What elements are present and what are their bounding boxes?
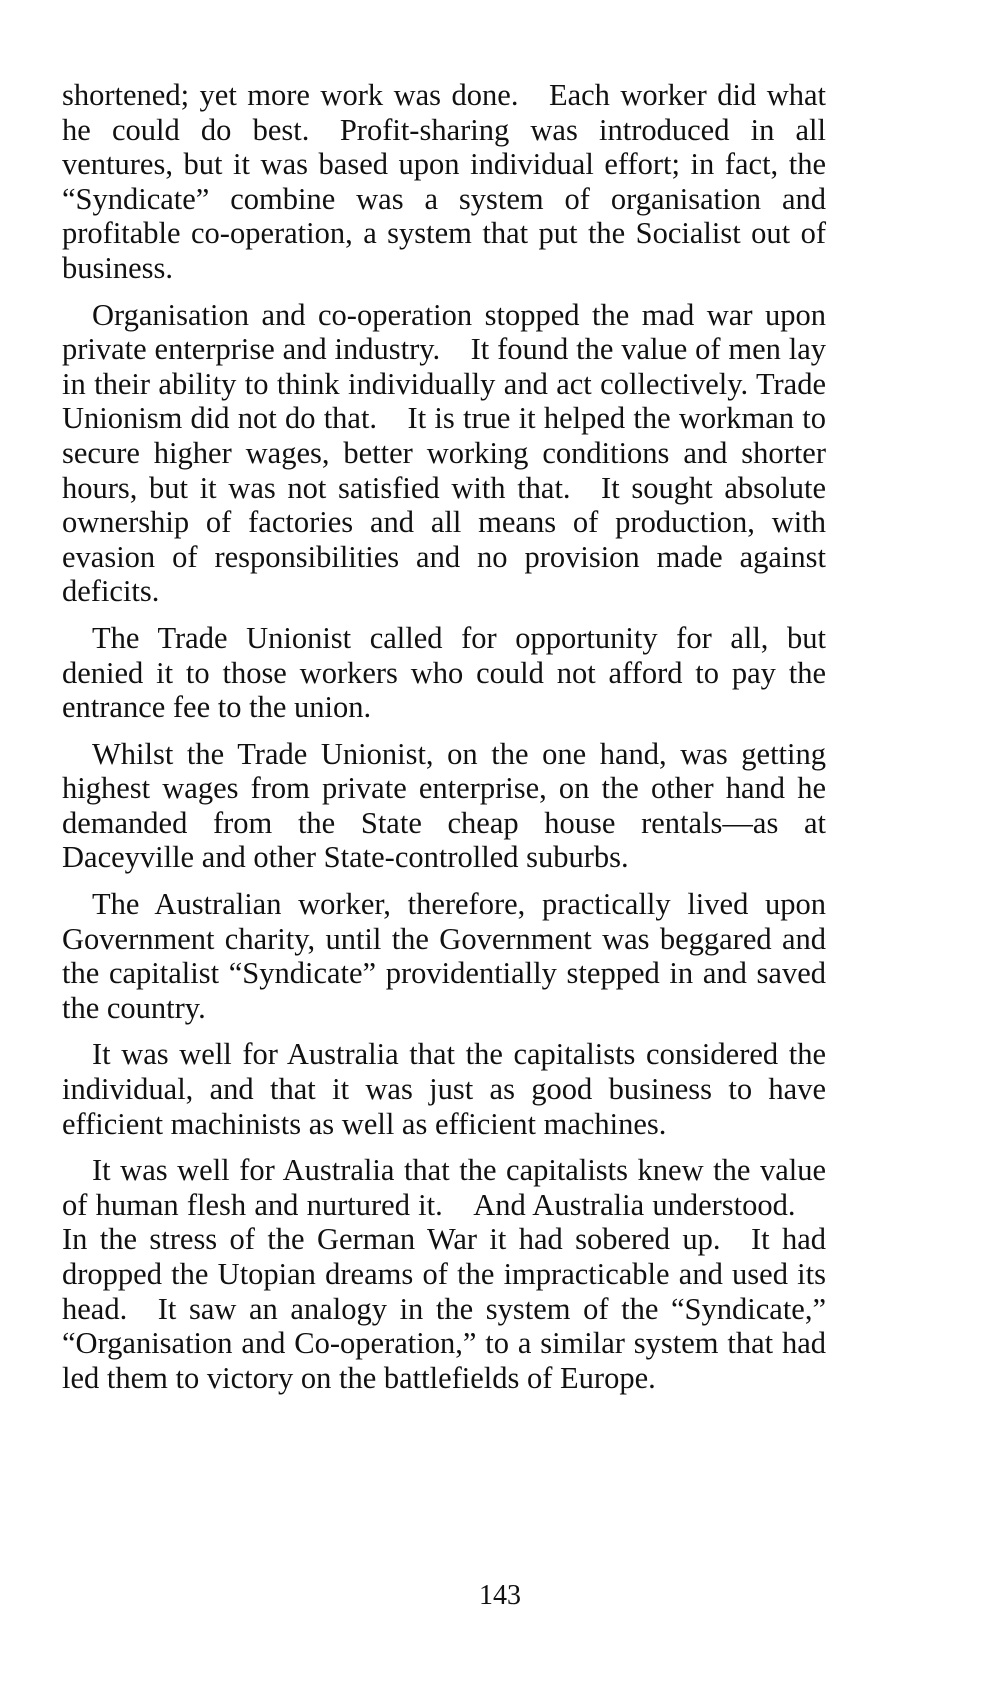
paragraph-6: It was well for Australia that the capitalists considered the individual, and that it was just as good business to have efficient machinists as well as efficient machines. (62, 1037, 826, 1141)
paragraph-5: The Australian worker, therefore, practically lived upon Government charity, until the Government was beggared and the capitalist “Syndicate” providentially stepped in and saved the country. (62, 887, 826, 1025)
body-text (62, 78, 826, 1407)
paragraph-4: Whilst the Trade Unionist, on the one hand, was getting highest wages from private enterprise, on the other hand he demanded from the State cheap house rentals—as at Daceyville and other State-controlled suburbs. (62, 736, 826, 875)
paragraph-2: Organisation and co-operation stopped the mad war upon private enterprise and industry. It found the value of men lay in their ability to think individually and act collectively. Trade Unionism did not do that. It is true it helped the workman to secure higher wages, better working conditions and shorter hours, but it was not satisfied with that. It sought absolute ownership of factories and all means of production, with evasion of responsibilities and no provision made against deficits. (62, 297, 826, 609)
page-number: 143 (479, 1580, 521, 1611)
paragraph-1: shortened; yet more work was done. Each worker did what he could do best. Profit-sharing was introduced in all ventures, but it was based upon individual effort; in fact, the “Syndicate” combine was a system of organisation and profitable co-operation, a system that put the Socialist out of business. (62, 78, 826, 285)
paragraph-7: It was well for Australia that the capitalists knew the value of human flesh and nurtured it. And Australia understood. In the stress of the German War it had sobered up. It had dropped the Utopian dreams of the impracticable and used its head. It saw an analogy in the system of the “Syndicate,” “Organisation and Co-operation,” to a similar system that had led them to victory on the battlefields of Europe. (62, 1153, 826, 1395)
paragraph-3: The Trade Unionist called for opportunity for all, but denied it to those workers who could not afford to pay the entrance fee to the union. (62, 620, 826, 725)
